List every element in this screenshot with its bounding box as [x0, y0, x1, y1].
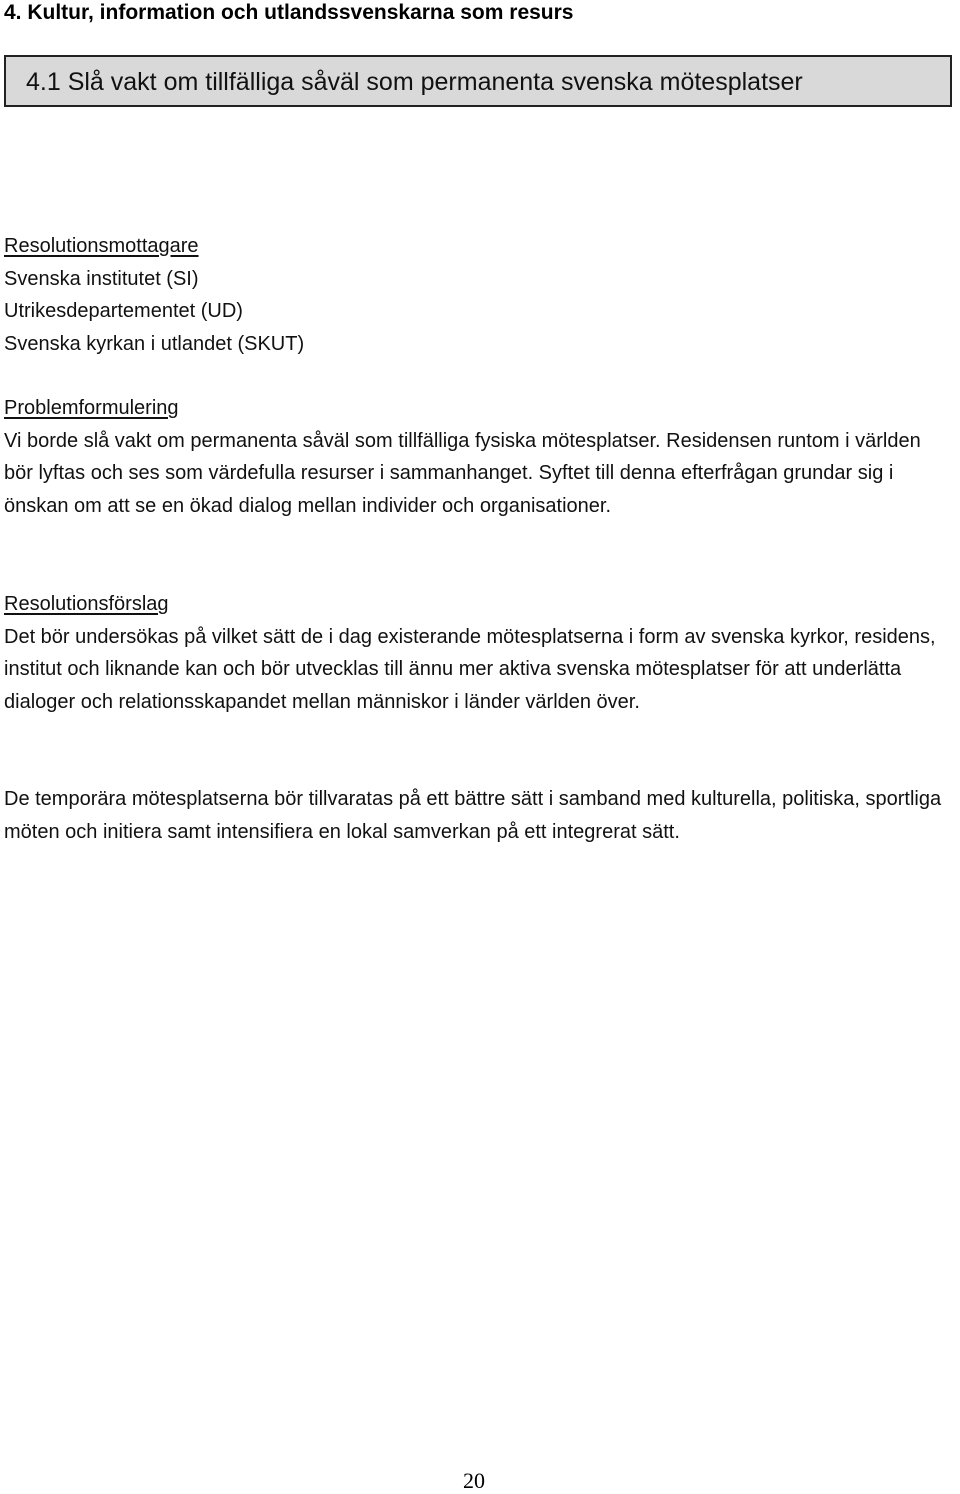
section-title: 4.1 Slå vakt om tillfälliga såväl som permanenta svenska mötesplatser	[26, 68, 803, 96]
recipient-item: Utrikesdepartementet (UD)	[4, 300, 243, 323]
recipients-heading: Resolutionsmottagare	[4, 235, 199, 257]
recipient-item: Svenska kyrkan i utlandet (SKUT)	[4, 332, 305, 355]
recipients-block	[4, 230, 944, 360]
proposal-block-2	[4, 783, 944, 848]
page-number: 20	[463, 1468, 485, 1493]
recipient-item: Svenska institutet (SI)	[4, 267, 199, 290]
problem-block	[4, 392, 944, 522]
problem-text: Vi borde slå vakt om permanenta såväl som tillfälliga fysiska mötesplatser. Residensen runtom i världen bör lyftas och ses som värdefulla resurser i sammanhanget. Syftet till denna efterfrågan grundar sig i önskan om att se en ökad dialog mellan individer och organisationer.	[4, 429, 921, 517]
proposal-paragraph-1: Det bör undersökas på vilket sätt de i dag existerande mötesplatserna i form av svenska kyrkor, residens, institut och liknande kan och bör utvecklas till ännu mer aktiva svenska mötesplatser för att underlätta dialoger och relationsskapandet mellan människor i länder världen över.	[4, 625, 936, 713]
section-title-box	[4, 55, 952, 107]
proposal-paragraph-2: De temporära mötesplatserna bör tillvaratas på ett bättre sätt i samband med kulturella, politiska, sportliga möten och initiera samt intensifiera en lokal samverkan på ett integrerat sätt.	[4, 788, 942, 843]
proposal-heading: Resolutionsförslag	[4, 593, 169, 615]
proposal-block	[4, 588, 944, 718]
chapter-heading: 4. Kultur, information och utlandssvenskarna som resurs	[4, 1, 574, 24]
problem-heading: Problemformulering	[4, 397, 179, 419]
